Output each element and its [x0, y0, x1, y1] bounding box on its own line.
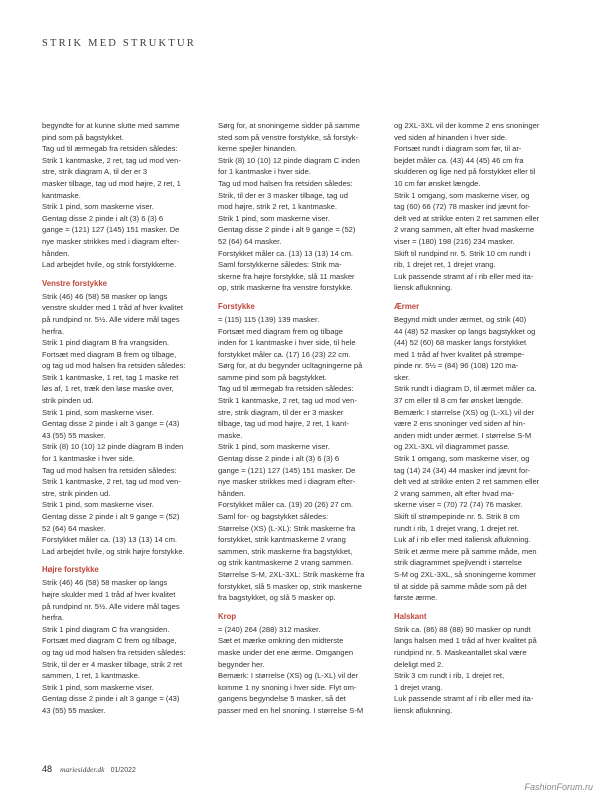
text-line: løs af, 1 ret, træk den løse maske over, — [42, 384, 174, 394]
text-line: herfra. — [42, 613, 64, 623]
text-line: Strik (8) 10 (10) 12 pinde diagram B inden — [42, 442, 184, 452]
text-line: forstykket, slå 5 masker op, strik maskerne — [218, 581, 362, 591]
text-block — [394, 314, 554, 604]
text-line: Begynd midt under ærmet, og strik (40) — [394, 314, 527, 324]
text-line: mod højre, strik 2 ret, 1 kantmaske. — [218, 202, 338, 212]
text-line: på rundpind nr. 5½. Alle videre mål tages — [42, 314, 180, 324]
text-line: Tag ud til ærmegab fra retsiden således: — [42, 144, 178, 154]
text-line: anden midt under ærmet. I størrelse S-M — [394, 430, 532, 440]
text-line: Fortsæt med diagram B frem og tilbage, — [42, 349, 177, 359]
text-line: første ærme. — [394, 593, 438, 603]
text-line: Strik rundt i diagram D, til ærmet måler ca. — [394, 384, 537, 394]
text-line: liensk afluknning. — [394, 283, 453, 293]
text-line: Gentag disse 2 pinde i alt 3 gange = (43) — [42, 694, 180, 704]
text-line: pind som på bagstykket. — [42, 132, 124, 142]
text-line: stre, strik pinden ud. — [42, 488, 111, 498]
text-line: Lad arbejdet hvile, og strik højre forstykke. — [42, 546, 185, 556]
text-line: Forstykket måler ca. (19) 20 (26) 27 cm. — [218, 500, 354, 510]
text-line: 52 (64) 64 masker. — [42, 523, 106, 533]
text-line: Strik, til der er 4 masker tilbage, strik 2 ret — [42, 659, 183, 669]
text-line: til at sidde på samme måde som på det — [394, 581, 527, 591]
text-block — [394, 120, 554, 294]
text-line: maske under det ene ærme. Omgangen — [218, 647, 354, 657]
text-block — [394, 624, 554, 717]
text-line: Strik 1 omgang, som maskerne viser, og — [394, 190, 530, 200]
text-line: herfra. — [42, 326, 64, 336]
text-line: Gentag disse 2 pinde i alt 9 gange = (52) — [42, 512, 180, 521]
text-line: deleligt med 2. — [394, 659, 444, 669]
text-line: hånden. — [42, 248, 70, 258]
text-line: Gentag disse 2 pinde i alt (3) 6 (3) 6 — [42, 213, 164, 223]
text-line: tag (14) 24 (34) 44 masker ind jævnt for- — [394, 465, 531, 475]
section-header: STRIK MED STRUKTUR — [42, 38, 196, 49]
text-line: gangens begyndelse 5 masker, så det — [218, 694, 346, 704]
text-line: skulderen og lige ned på forstykket eller til — [394, 167, 536, 177]
text-line: Luk passende stramt af i rib eller med ita- — [394, 271, 534, 281]
text-line: for 1 kantmaske i hver side. — [218, 167, 311, 177]
text-line: sted som på venstre forstykke, så forstyk- — [218, 132, 359, 142]
text-line: Strik 1 pind, som maskerne viser. — [42, 407, 154, 417]
text-line: hånden. — [218, 488, 246, 498]
text-line: gange = (121) 127 (145) 151 masker. De — [218, 465, 356, 475]
text-line: Strik 1 kantmaske, 1 ret, tag 1 maske ret — [42, 372, 179, 382]
watermark: FashionForum.ru — [524, 782, 593, 792]
text-line: Strik 1 omgang, som maskerne viser, og — [394, 454, 530, 464]
text-line: 37 cm eller til 8 cm før ønsket længde. — [394, 396, 524, 406]
text-line: Strik (8) 10 (10) 12 pinde diagram C inden — [218, 155, 360, 165]
section-heading-hojre-forstykke: Højre forstykke — [42, 565, 99, 575]
text-line: 43 (55) 55 masker. — [42, 430, 106, 440]
text-block — [42, 120, 202, 271]
text-line: inden for 1 kantmaske i hver side, til hele — [218, 338, 356, 348]
text-line: Bemærk: I størrelse (XS) og (L-XL) vil der — [218, 671, 359, 681]
text-line: Strik 1 pind, som maskerne viser. — [42, 682, 154, 692]
text-line: stre, strik diagram, til der er 3 masker — [218, 407, 344, 417]
text-line: Strik 1 pind, som maskerne viser. — [218, 442, 330, 452]
text-line: delt ved at strikke enten 2 ret sammen eller — [394, 213, 540, 223]
page-footer — [42, 764, 136, 774]
text-line: Bemærk: I størrelse (XS) og (L-XL) vil der — [394, 407, 535, 417]
text-line: Gentag disse 2 pinde i alt 9 gange = (52) — [218, 225, 356, 235]
text-line: Strik 1 pind, som maskerne viser. — [42, 500, 154, 510]
text-line: med 1 tråd af hver kvalitet på strømpe- — [394, 349, 525, 359]
section-heading-forstykke: Forstykke — [218, 301, 255, 311]
text-line: nye masker strikkes med i diagram efter- — [42, 236, 180, 246]
text-line: fra bagstykket, og slå 5 masker op. — [218, 593, 336, 603]
text-line: Strik ca. (86) 88 (88) 90 masker op rundt — [394, 624, 531, 634]
text-line: op, strik maskerne fra venstre forstykke. — [218, 283, 353, 293]
text-line: Strik (46) 46 (58) 58 masker op langs — [42, 291, 168, 301]
text-line: begynder her. — [218, 659, 265, 669]
text-line: for 1 kantmaske i hver side. — [42, 454, 135, 464]
text-line: Strik 1 pind diagram C fra vrangsiden. — [42, 624, 170, 634]
text-line: forstykket, strik kantmaskerne 2 vrang — [218, 535, 346, 545]
text-line: Strik 1 pind, som maskerne viser. — [42, 202, 154, 212]
text-line: Størrelse S-M, 2XL-3XL: Strik maskerne fra — [218, 569, 365, 579]
text-line: Strik 1 kantmaske, 2 ret, tag ud mod ven- — [42, 155, 181, 165]
text-line: Strik et ærme mere på samme måde, men — [394, 546, 537, 556]
text-line: Strik 3 cm rundt i rib, 1 drejet ret, — [394, 671, 505, 681]
text-line: 43 (55) 55 masker. — [42, 705, 106, 715]
text-block — [42, 577, 202, 716]
text-line: Gentag disse 2 pinde i alt 3 gange = (43) — [42, 419, 180, 429]
text-line: (44) 52 (60) 68 masker langs forstykket — [394, 338, 527, 348]
section-heading-halskant: Halskant — [394, 611, 427, 621]
text-line: Luk af i rib eller med italiensk afluknning. — [394, 535, 531, 545]
column-3 — [394, 120, 554, 717]
text-line: strik pinden ud. — [42, 396, 94, 406]
text-line: langs halsen med 1 tråd af hver kvalitet på — [394, 636, 537, 646]
text-line: strik diagrammet spejlvendt i størrelse — [394, 558, 522, 568]
section-heading-krop: Krop — [218, 611, 237, 621]
text-line: kantmaske. — [42, 190, 81, 200]
text-line: pinde nr. 5½ = (84) 96 (108) 120 ma- — [394, 361, 519, 371]
text-line: sammen, 1 ret, 1 kantmaske. — [42, 671, 140, 681]
text-line: Saml forstykkerne således: Strik ma- — [218, 260, 342, 270]
text-line: Sørg for, at du begynder ucltagningerne på — [218, 361, 363, 371]
text-line: ved siden af hinanden i hver side. — [394, 132, 508, 142]
text-line: samme pind som på bagstykket. — [218, 372, 327, 382]
text-line: Tag ud mod halsen fra retsiden således: — [218, 178, 353, 188]
text-line: højre skulder med 1 tråd af hver kvalitet — [42, 589, 176, 599]
text-line: Sæt et mærke omkring den midterste — [218, 636, 344, 646]
text-line: masker tilbage, tag ud mod højre, 2 ret, 1 — [42, 178, 181, 188]
text-line: rundt i rib, 1 drejet vrang, 1 drejet ret. — [394, 523, 519, 533]
text-line: Strik (46) 46 (58) 58 masker op langs — [42, 578, 168, 588]
text-line: Fortsæt med diagram C frem og tilbage, — [42, 636, 177, 646]
text-line: Tag ud til ærmegab fra retsiden således: — [218, 384, 354, 394]
section-heading-venstre-forstykke: Venstre forstykke — [42, 278, 108, 288]
text-line: liensk afluknning. — [394, 705, 453, 715]
text-line: 10 cm før ønsket længde. — [394, 178, 481, 188]
text-line: Fortsæt med diagram frem og tilbage — [218, 326, 343, 336]
text-line: Skift til rundpind nr. 5. Strik 10 cm rundt i — [394, 248, 531, 258]
column-1 — [42, 120, 202, 717]
text-line: sammen, strik maskerne fra bagstykket, — [218, 546, 353, 556]
text-line: Tag ud mod halsen fra retsiden således: — [42, 465, 177, 475]
section-heading-aermer: Ærmer — [394, 301, 420, 311]
magazine-name: mariesidder.dk — [60, 765, 105, 774]
issue-number: 01/2022 — [110, 767, 136, 774]
text-line: 44 (48) 52 masker op langs bagstykket og — [394, 326, 536, 336]
text-line: bejdet måler ca. (43) 44 (45) 46 cm fra — [394, 155, 524, 165]
text-line: tilbage, tag ud mod højre, 2 ret, 1 kant- — [218, 419, 349, 429]
text-line: 52 (64) 64 masker. — [218, 236, 282, 246]
text-line: stre, strik diagram A, til der er 3 — [42, 167, 148, 177]
text-line: forstykket måler ca. (17) 16 (23) 22 cm. — [218, 349, 351, 359]
text-line: Forstykket måler ca. (13) 13 (13) 14 cm. — [218, 248, 354, 258]
text-line: og 2XL-3XL vil diagrammet passe. — [394, 442, 510, 452]
text-line: Strik 1 kantmaske, 2 ret, tag ud mod ven- — [42, 477, 181, 487]
text-line: 2 vrang sammen, alt efter hvad maskerne — [394, 225, 535, 235]
text-line: = (240) 264 (288) 312 masker. — [218, 624, 321, 634]
text-line: og tag ud mod halsen fra retsiden således: — [42, 361, 186, 371]
text-line: Sørg for, at snoningerne sidder på samme — [218, 121, 360, 130]
text-line: og 2XL-3XL vil der komme 2 ens snoninger — [394, 121, 540, 130]
text-line: skerne viser = (70) 72 (74) 76 masker. — [394, 500, 523, 510]
text-block — [218, 120, 378, 294]
text-line: passer med en hel snoning. I størrelse S-M — [218, 705, 364, 715]
text-line: viser = (180) 198 (216) 234 masker. — [394, 236, 515, 246]
text-line: kerne spejler hinanden. — [218, 144, 297, 154]
text-line: rib, 1 drejet ret, 1 drejet vrang. — [394, 260, 496, 270]
text-line: Gentag disse 2 pinde i alt (3) 6 (3) 6 — [218, 454, 340, 464]
text-line: skerne fra højre forstykke, slå 11 masker — [218, 271, 355, 281]
text-line: = (115) 115 (139) 139 masker. — [218, 314, 320, 324]
text-line: maske. — [218, 430, 243, 440]
text-line: og strik kantmaskerne 2 vrang sammen. — [218, 558, 354, 568]
text-line: Fortsæt rundt i diagram som før, til ar- — [394, 144, 522, 154]
text-line: Strik 1 pind diagram B fra vrangsiden. — [42, 338, 170, 348]
text-line: Forstykket måler ca. (13) 13 (13) 14 cm. — [42, 535, 178, 545]
text-line: Lad arbejdet hvile, og strik forstykkerne. — [42, 260, 177, 270]
text-line: Luk passende stramt af i rib eller med ita- — [394, 694, 534, 704]
text-line: komme 1 ny snoning i hver side. Flyt om- — [218, 682, 357, 692]
text-line: Størrelse (XS) (L-XL): Strik maskerne fra — [218, 523, 356, 533]
page-number: 48 — [42, 764, 53, 774]
text-line: Strik, til der er 3 masker tilbage, tag ud — [218, 190, 348, 200]
text-line: være 2 ens snoninger ved siden af hin- — [394, 419, 526, 429]
text-line: delt ved at strikke enten 2 ret sammen eller — [394, 477, 540, 487]
text-line: nye masker strikkes med i diagram efter- — [218, 477, 356, 487]
text-line: S-M og 2XL-3XL, så snoningerne kommer — [394, 569, 536, 579]
text-line: på rundpind nr. 5½. Alle videre mål tages — [42, 601, 180, 611]
text-line: Strik 1 pind, som maskerne viser. — [218, 213, 330, 223]
text-block — [42, 291, 202, 558]
text-line: tag (60) 66 (72) 78 masker ind jævnt for- — [394, 202, 531, 212]
text-block — [218, 624, 378, 717]
column-2 — [218, 120, 378, 717]
text-line: 2 vrang sammen, alt efter hvad ma- — [394, 488, 514, 498]
text-line: Skift til strømpepinde nr. 5. Strik 8 cm — [394, 512, 520, 521]
text-line: venstre skulder med 1 tråd af hver kvalitet — [42, 303, 183, 313]
text-block — [218, 314, 378, 604]
text-line: gange = (121) 127 (145) 151 masker. De — [42, 225, 180, 235]
text-line: Strik 1 kantmaske, 2 ret, tag ud mod ven- — [218, 396, 357, 406]
text-line: 1 drejet vrang. — [394, 682, 443, 692]
text-line: og tag ud mod halsen fra retsiden således: — [42, 647, 186, 657]
text-line: begyndte for at kunne slutte med samme — [42, 121, 180, 130]
text-line: sker. — [394, 372, 411, 382]
text-line: Saml for- og bagstykket således: — [218, 512, 329, 521]
text-line: rundpind nr. 5. Maskeantallet skal være — [394, 647, 527, 657]
